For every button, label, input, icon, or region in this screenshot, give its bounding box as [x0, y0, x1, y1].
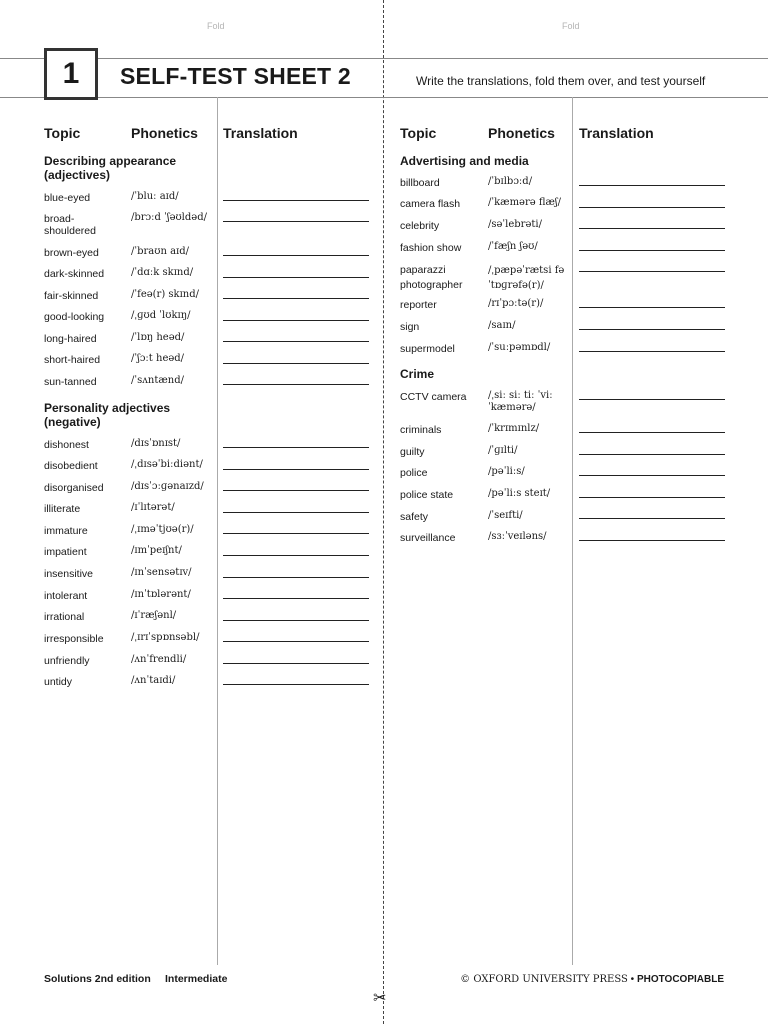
- vocab-phonetics: /ˈlɒŋ heəd/: [131, 332, 185, 343]
- vocab-phonetics: /ɪˈlɪtərət/: [131, 502, 175, 513]
- vocab-word: criminals: [400, 424, 442, 436]
- vocab-phonetics: /sɜːˈveɪləns/: [488, 531, 547, 542]
- vocab-phonetics: /saɪn/: [488, 320, 516, 331]
- vocab-word: untidy: [44, 676, 73, 688]
- vocab-word: short-haired: [44, 354, 101, 366]
- translation-line: [223, 598, 369, 599]
- translation-line: [223, 620, 369, 621]
- translation-line: [223, 512, 369, 513]
- vocab-word: sign: [400, 321, 420, 333]
- vocab-phonetics: /ˈbluː aɪd/: [131, 191, 179, 202]
- translation-line: [223, 341, 369, 342]
- translation-line: [223, 490, 369, 491]
- vocab-phonetics: /ˈfeə(r) skɪnd/: [131, 289, 200, 300]
- vocab-word: brown-eyed: [44, 247, 99, 259]
- vocab-phonetics: /ˈʃɔːt heəd/: [131, 353, 185, 364]
- footer-edition: Solutions 2nd edition: [44, 973, 151, 985]
- translation-line: [579, 307, 725, 308]
- translation-line: [223, 684, 369, 685]
- translation-line: [223, 200, 369, 201]
- vocab-phonetics: /brɔːd ˈʃəʊldəd/: [131, 212, 207, 223]
- vocab-word: police: [400, 467, 428, 479]
- vocab-word: impatient: [44, 546, 87, 558]
- vocab-phonetics: /ˈsʌntænd/: [131, 375, 184, 386]
- translation-line: [579, 518, 725, 519]
- sheet-number: 1: [62, 57, 80, 90]
- vocab-word: irresponsible: [44, 633, 104, 645]
- vocab-word: immature: [44, 525, 88, 537]
- vocab-phonetics: /ˈfæʃn ʃəʊ/: [488, 241, 538, 252]
- translation-line: [223, 577, 369, 578]
- vocab-word: broad-shouldered: [44, 213, 96, 237]
- vocab-word: celebrity: [400, 220, 440, 232]
- photocopiable-label: PHOTOCOPIABLE: [636, 974, 724, 985]
- vocab-phonetics: /rɪˈpɔːtə(r)/: [488, 298, 544, 309]
- vocab-phonetics: /ˈseɪfti/: [488, 510, 523, 521]
- translation-line: [579, 475, 725, 476]
- header-top-rule: [0, 58, 768, 59]
- vocab-phonetics: /ˈbɪlbɔːd/: [488, 176, 533, 187]
- section-title: Personality adjectives (negative): [44, 401, 171, 429]
- left-topic-header: Topic: [44, 125, 81, 141]
- vocab-phonetics: /ˈɡɪlti/: [488, 445, 518, 456]
- vocab-word: guilty: [400, 446, 425, 458]
- vocab-phonetics: /ˌsiː siː tiː ˈviː ˈkæmərə/: [488, 390, 553, 413]
- instructions: Write the translations, fold them over, and test yourself: [416, 74, 706, 88]
- sheet-number-box: [44, 48, 98, 100]
- translation-line: [223, 320, 369, 321]
- translation-line: [223, 533, 369, 534]
- vocab-phonetics: /ɪnˈtɒlərənt/: [131, 589, 191, 600]
- right-translation-header: Translation: [579, 125, 654, 141]
- translation-line: [223, 363, 369, 364]
- footer-level: Intermediate: [165, 973, 228, 985]
- translation-line: [579, 207, 725, 208]
- header-bottom-rule: [0, 97, 768, 98]
- translation-line: [579, 351, 725, 352]
- vocab-word: dishonest: [44, 439, 89, 451]
- vocab-phonetics: /ɪmˈpeɪʃnt/: [131, 545, 182, 556]
- translation-line: [579, 250, 725, 251]
- translation-line: [223, 384, 369, 385]
- vocab-phonetics: /ˌpæpəˈrætsi fəˈtɒɡrəfə(r)/: [488, 265, 565, 291]
- vocab-word: disobedient: [44, 460, 98, 472]
- left-phonetics-header: Phonetics: [131, 125, 198, 141]
- fold-label-right: Fold: [562, 21, 580, 31]
- vocab-phonetics: /səˈlebrəti/: [488, 219, 542, 230]
- translation-line: [579, 185, 725, 186]
- translation-line: [579, 228, 725, 229]
- vocab-word: long-haired: [44, 333, 97, 345]
- section-title: Describing appearance (adjectives): [44, 154, 177, 182]
- vocab-word: billboard: [400, 177, 440, 189]
- vocab-word: insensitive: [44, 568, 94, 580]
- translation-line: [223, 277, 369, 278]
- vocab-word: paparazzi photographer: [400, 264, 463, 291]
- translation-line: [579, 497, 725, 498]
- translation-line: [579, 399, 725, 400]
- separator: •: [630, 974, 635, 985]
- vocab-word: irrational: [44, 611, 85, 623]
- vocab-phonetics: /ɪˈræʃənl/: [131, 610, 177, 621]
- translation-line: [579, 271, 725, 272]
- vocab-word: intolerant: [44, 590, 88, 602]
- left-translation-header: Translation: [223, 125, 298, 141]
- footer-copyright: [460, 974, 724, 985]
- translation-line: [579, 454, 725, 455]
- vocab-phonetics: /pəˈliːs steɪt/: [488, 488, 551, 499]
- cut-line: [383, 0, 384, 1024]
- translation-line: [223, 298, 369, 299]
- vocab-word: reporter: [400, 299, 437, 311]
- translation-line: [223, 221, 369, 222]
- translation-line: [223, 663, 369, 664]
- right-phonetics-header: Phonetics: [488, 125, 555, 141]
- vocab-phonetics: /ˈkrɪmɪnlz/: [488, 423, 540, 434]
- vocab-word: supermodel: [400, 343, 455, 355]
- translation-line: [223, 255, 369, 256]
- vocab-word: safety: [400, 511, 429, 523]
- section-title: Crime: [400, 367, 435, 381]
- vocab-word: fair-skinned: [44, 290, 99, 302]
- vocab-word: police state: [400, 489, 454, 501]
- vocab-phonetics: /ˌɪməˈtjʊə(r)/: [131, 524, 194, 535]
- fold-label-left: Fold: [207, 21, 225, 31]
- translation-line: [223, 447, 369, 448]
- vocab-word: surveillance: [400, 532, 456, 544]
- vocab-word: sun-tanned: [44, 376, 97, 388]
- vocab-phonetics: /ɪnˈsensətɪv/: [131, 567, 192, 578]
- right-column-divider: [572, 97, 573, 965]
- translation-line: [223, 469, 369, 470]
- vocab-phonetics: /pəˈliːs/: [488, 466, 525, 477]
- vocab-word: CCTV camera: [400, 391, 467, 403]
- right-topic-header: Topic: [400, 125, 437, 141]
- vocab-phonetics: /ˈkæmərə flæʃ/: [488, 197, 562, 208]
- translation-line: [579, 329, 725, 330]
- vocab-word: dark-skinned: [44, 268, 105, 280]
- vocab-phonetics: /ˌdɪsəˈbiːdiənt/: [131, 459, 203, 470]
- translation-line: [223, 555, 369, 556]
- vocab-phonetics: /ˈsuːpəmɒdl/: [488, 342, 551, 353]
- vocab-phonetics: /dɪsˈɔːɡənaɪzd/: [131, 481, 204, 492]
- vocab-word: disorganised: [44, 482, 104, 494]
- vocab-word: illiterate: [44, 503, 81, 515]
- vocab-word: fashion show: [400, 242, 462, 254]
- scissors-icon: ✂: [373, 990, 387, 1007]
- page-title: SELF-TEST SHEET 2: [120, 63, 351, 89]
- vocab-word: unfriendly: [44, 655, 90, 667]
- translation-line: [223, 641, 369, 642]
- vocab-phonetics: /ʌnˈfrendli/: [131, 654, 187, 665]
- vocab-word: blue-eyed: [44, 192, 91, 204]
- vocab-phonetics: /ˈdɑːk skɪnd/: [131, 267, 194, 278]
- vocab-phonetics: /ˌɡʊd ˈlʊkɪŋ/: [131, 310, 191, 321]
- vocab-phonetics: /ˈbraʊn aɪd/: [131, 246, 190, 257]
- vocab-phonetics: /ʌnˈtaɪdi/: [131, 675, 176, 686]
- vocab-word: camera flash: [400, 198, 461, 210]
- vocab-word: good-looking: [44, 311, 105, 323]
- translation-line: [579, 540, 725, 541]
- publisher: © OXFORD UNIVERSITY PRESS: [460, 974, 628, 985]
- left-column-divider: [217, 97, 218, 965]
- vocab-phonetics: /dɪsˈɒnɪst/: [131, 438, 181, 449]
- section-title: Advertising and media: [400, 154, 529, 168]
- vocab-phonetics: /ˌɪrɪˈspɒnsəbl/: [131, 632, 200, 643]
- translation-line: [579, 432, 725, 433]
